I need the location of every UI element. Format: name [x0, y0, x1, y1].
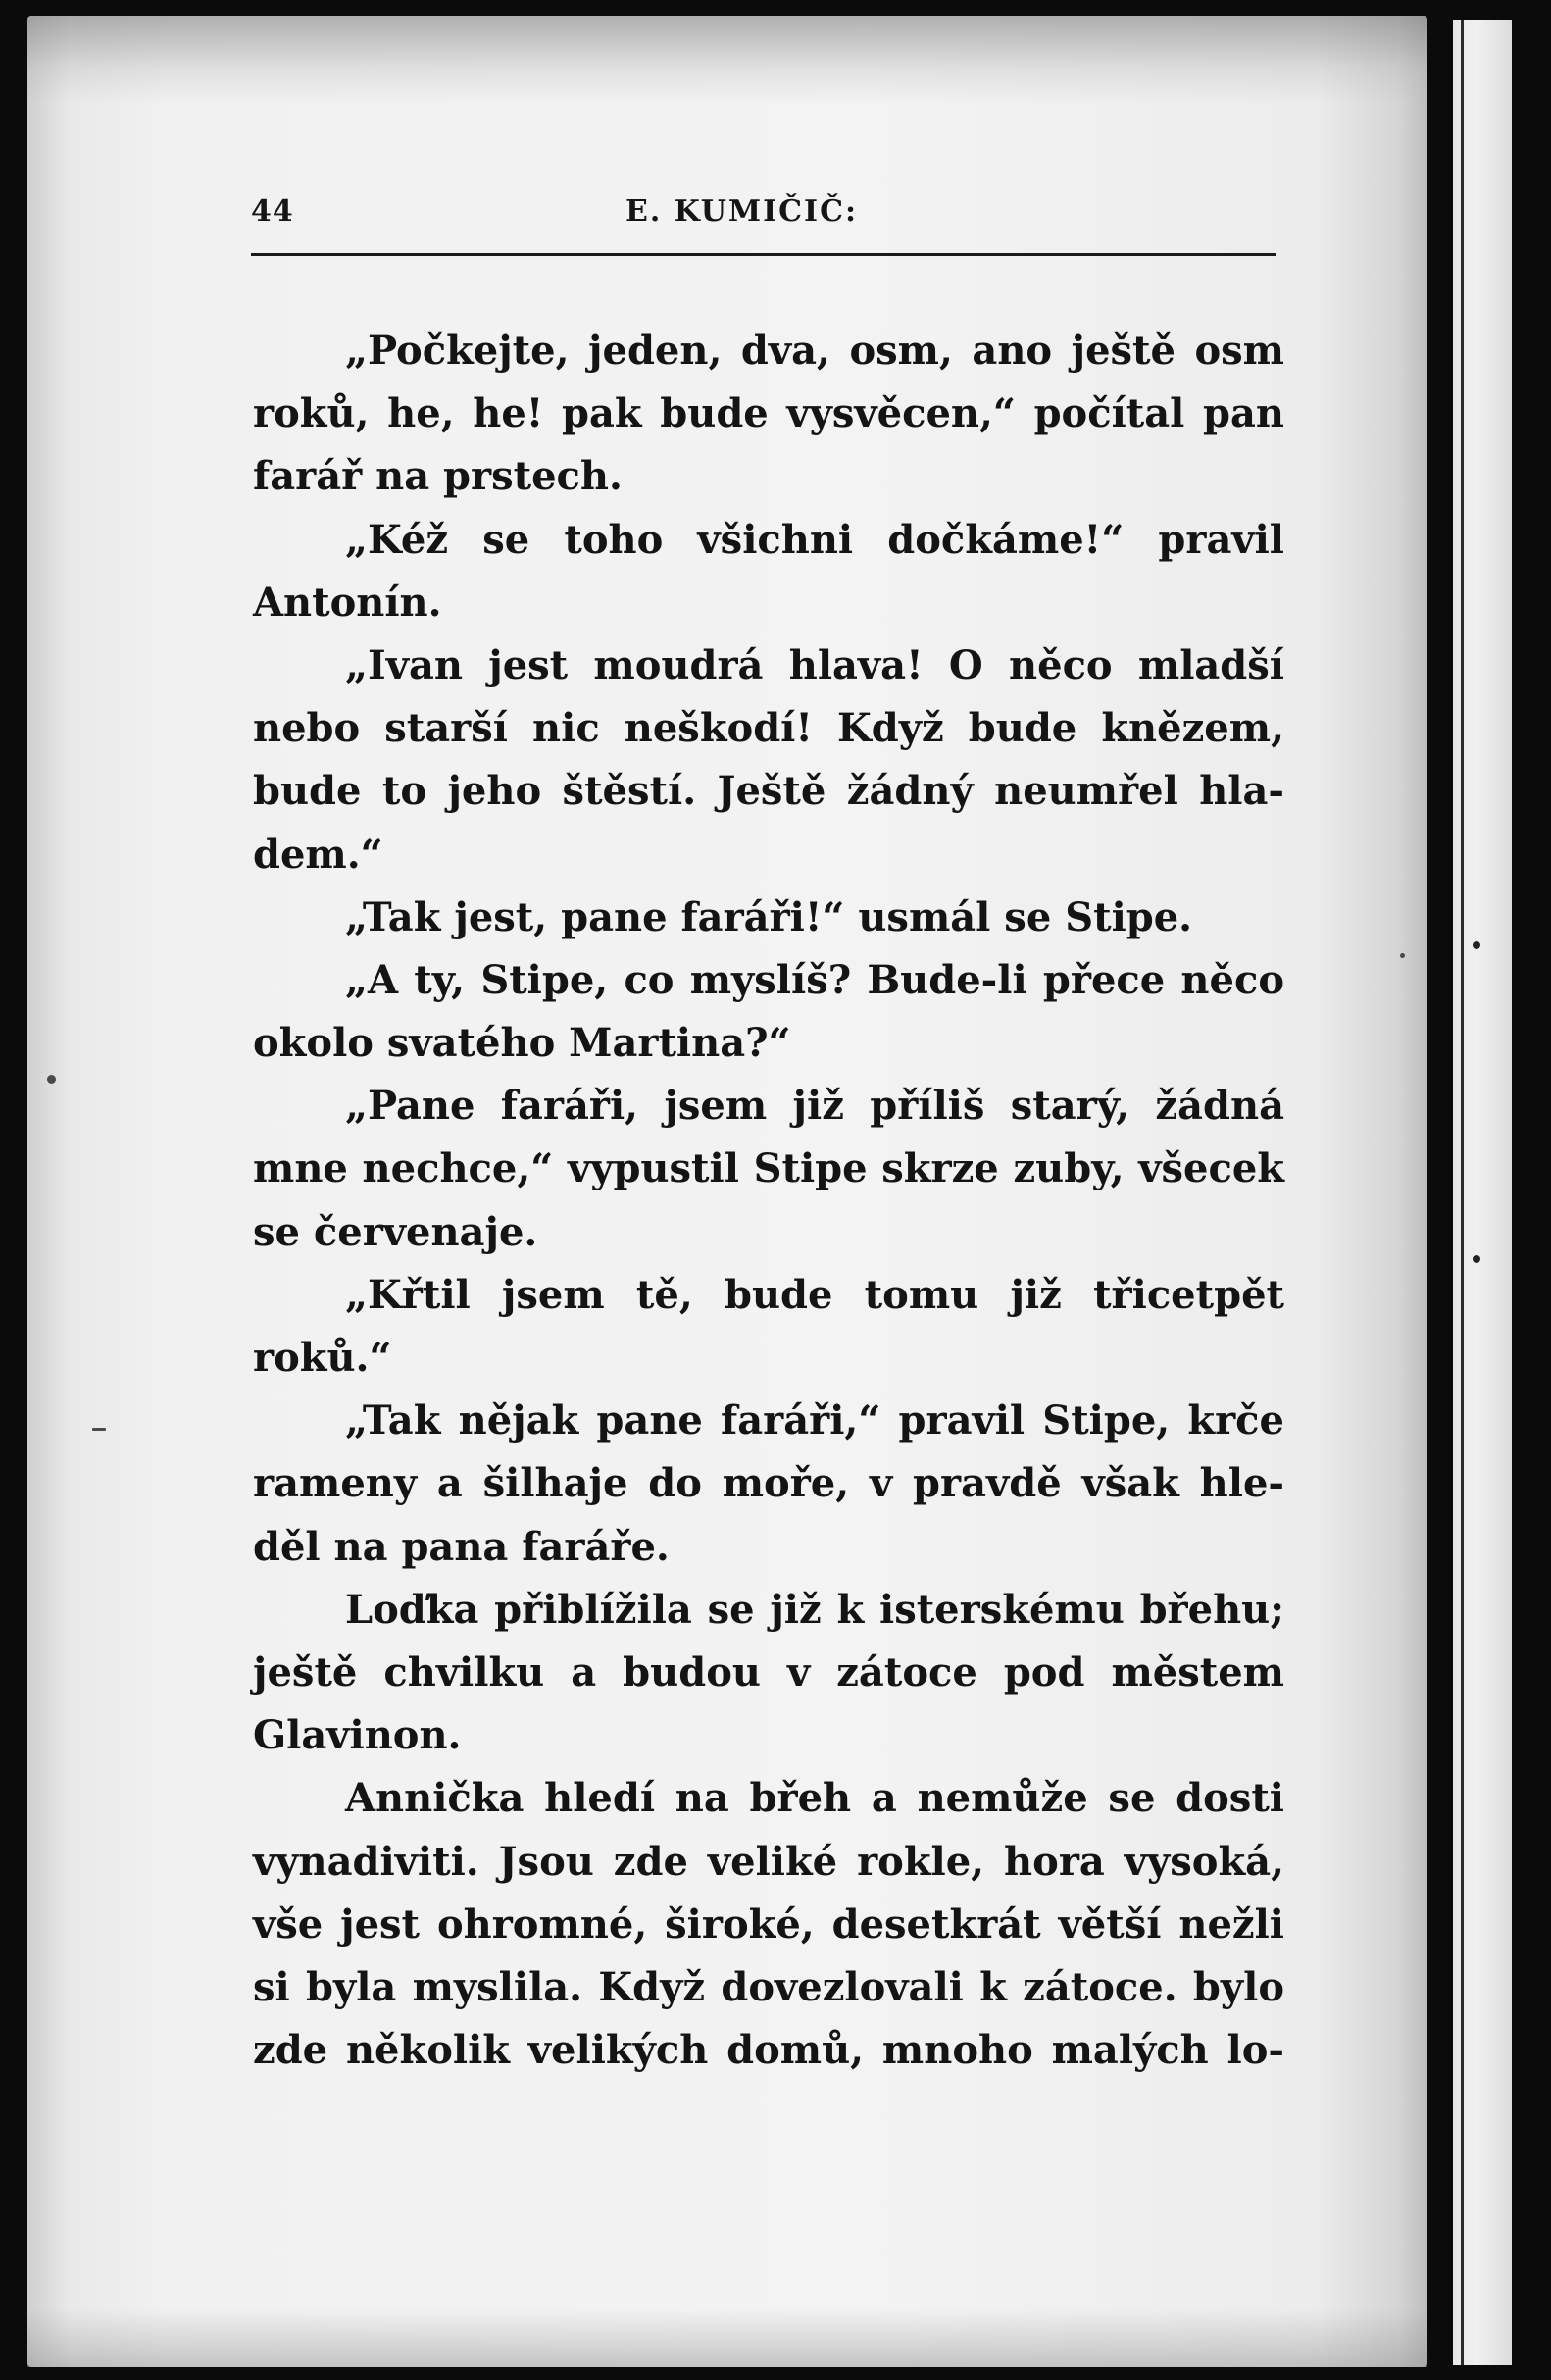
text-line: nebo starší nic neškodí! Když bude knězem, — [253, 705, 1284, 752]
text-line: „Pane faráři, jsem již příliš starý, žádná — [345, 1083, 1284, 1130]
text-line: okolo svatého Martina?“ — [253, 1020, 791, 1067]
text-line: Annička hledí na břeh a nemůže se dosti — [345, 1775, 1284, 1822]
scan-speck — [47, 1075, 56, 1084]
text-line: roků.“ — [253, 1335, 392, 1381]
text-line: mne nechce,“ vypustil Stipe skrze zuby, všecek — [253, 1145, 1284, 1192]
text-line: farář na prstech. — [253, 453, 623, 500]
header-rule — [251, 253, 1276, 256]
text-line: vynadiviti. Jsou zde veliké rokle, hora vysoká, — [253, 1838, 1284, 1885]
text-line: vše jest ohromné, široké, desetkrát větší nežli — [253, 1900, 1284, 1948]
paragraph — [253, 1075, 1284, 1264]
running-head: E. KUMIČIČ: — [625, 194, 859, 228]
paragraph — [253, 1390, 1284, 1579]
paragraph — [253, 634, 1284, 886]
adjacent-page-edge — [1453, 20, 1512, 2365]
text-line: si byla myslila. Když dovezlovali k zátoce. bylo — [253, 1963, 1284, 2010]
scan-speck — [1473, 1255, 1480, 1263]
paragraph — [253, 1264, 1284, 1390]
page-edge-line — [1461, 20, 1464, 2365]
text-line: „Křtil jsem tě, bude tomu již třicetpět — [345, 1271, 1284, 1318]
scan-speck — [1400, 953, 1405, 958]
text-line: děl na pana faráře. — [253, 1523, 670, 1570]
paragraph — [253, 886, 1284, 949]
paragraph — [253, 509, 1284, 634]
paragraph — [253, 1579, 1284, 1768]
text-line: ještě chvilku a budou v zátoce pod městem — [253, 1648, 1284, 1696]
scan-speck — [1473, 941, 1480, 949]
text-line: „Tak nějak pane faráři,“ pravil Stipe, krče — [345, 1397, 1284, 1444]
text-line: roků, he, he! pak bude vysvěcen,“ počítal pan — [253, 390, 1284, 437]
text-line: dem.“ — [253, 831, 383, 878]
scan-speck — [92, 1428, 106, 1431]
paragraph — [253, 320, 1284, 509]
paragraph — [253, 949, 1284, 1075]
text-line: zde několik velikých domů, mnoho malých lo- — [253, 2027, 1284, 2074]
text-line: „Tak jest, pane faráři!“ usmál se Stipe. — [345, 893, 1193, 940]
page-number: 44 — [251, 194, 294, 228]
text-line: se červenaje. — [253, 1208, 538, 1255]
text-line: Loďka přiblížila se již k isterskému břehu; — [345, 1586, 1284, 1633]
text-line: bude to jeho štěstí. Ještě žádný neumřel hla- — [253, 768, 1284, 815]
text-line: rameny a šilhaje do moře, v pravdě však hle- — [253, 1460, 1284, 1507]
body-text — [253, 320, 1284, 2082]
text-line: „Ivan jest moudrá hlava! O něco mladší — [345, 641, 1284, 688]
paragraph — [253, 1767, 1284, 2082]
text-line: Glavinon. — [253, 1712, 462, 1759]
text-line: „A ty, Stipe, co myslíš? Bude-li přece něco — [345, 956, 1284, 1003]
text-line: „Kéž se toho všichni dočkáme!“ pravil — [345, 516, 1284, 563]
text-line: Antonín. — [253, 579, 442, 626]
text-line: „Počkejte, jeden, dva, osm, ano ještě osm — [345, 328, 1284, 374]
